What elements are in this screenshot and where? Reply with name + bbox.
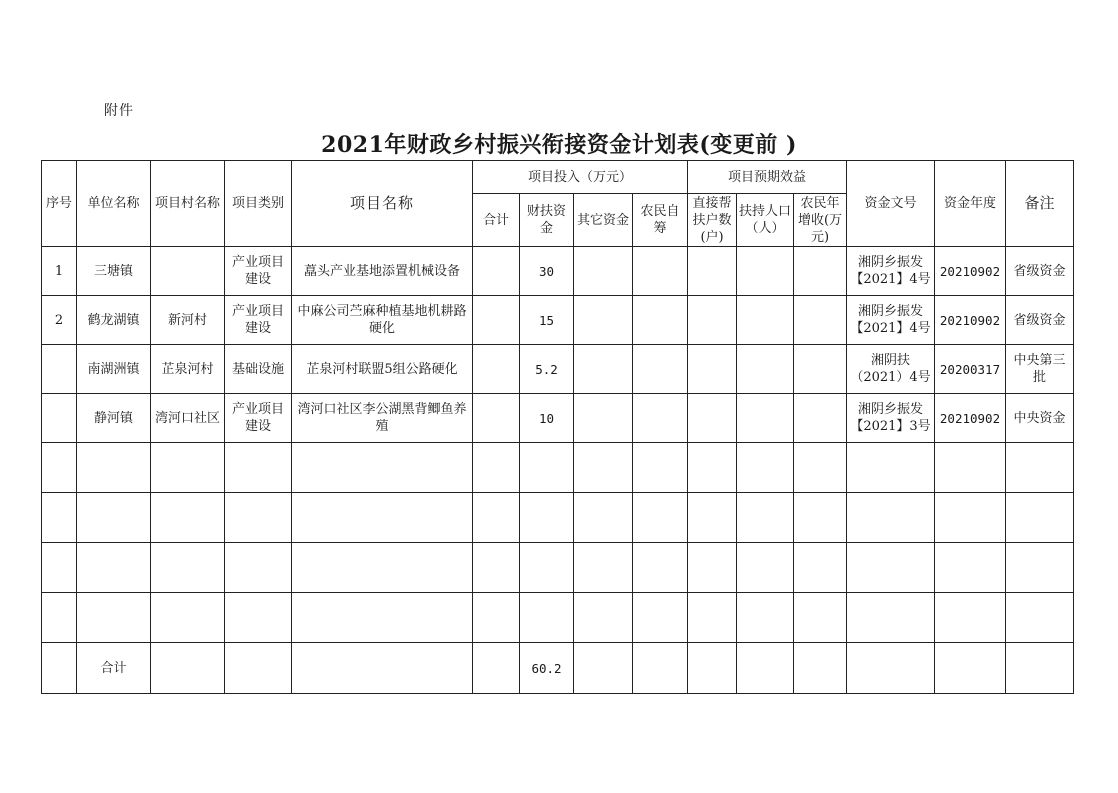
total-row: [42, 643, 1074, 694]
cell-unit: 鹤龙湖镇: [77, 296, 151, 345]
cell-total: [473, 345, 520, 394]
table-row: [42, 247, 1074, 296]
empty-row: [42, 443, 1074, 493]
header-investment-group: 项目投入（万元）: [473, 161, 688, 194]
cell-category: 基础设施: [225, 345, 292, 394]
attachment-label: 附件: [104, 103, 134, 119]
cell-seq: 1: [42, 247, 77, 296]
cell-people: [737, 394, 794, 443]
cell-other: [574, 296, 633, 345]
cell-total: [473, 394, 520, 443]
cell-fiscal: 10: [520, 394, 574, 443]
cell-category: 产业项目建设: [225, 247, 292, 296]
cell-direct: [688, 247, 737, 296]
cell-fiscal: 5.2: [520, 345, 574, 394]
total-fiscal: 60.2: [520, 643, 574, 694]
cell-income: [794, 345, 847, 394]
funding-plan-table: [41, 160, 1074, 694]
cell-farmer: [633, 247, 688, 296]
cell-direct: [688, 394, 737, 443]
header-doc-no: 资金文号: [847, 161, 935, 247]
cell-seq: [42, 345, 77, 394]
cell-people: [737, 296, 794, 345]
cell-doc: 湘阴乡振发【2021】4号: [847, 296, 935, 345]
cell-total: [473, 296, 520, 345]
header-income-increase: 农民年增收(万元): [794, 194, 847, 247]
total-seq: [42, 643, 77, 694]
cell-income: [794, 296, 847, 345]
header-village: 项目村名称: [151, 161, 225, 247]
cell-seq: [42, 394, 77, 443]
cell-farmer: [633, 394, 688, 443]
table-row: [42, 394, 1074, 443]
cell-other: [574, 345, 633, 394]
cell-doc: 湘阴扶（2021）4号: [847, 345, 935, 394]
header-fiscal: 财扶资金: [520, 194, 574, 247]
cell-remark: 省级资金: [1006, 296, 1074, 345]
header-farmer: 农民自筹: [633, 194, 688, 247]
cell-farmer: [633, 345, 688, 394]
header-row-top: [42, 161, 1074, 194]
cell-project: 中麻公司苎麻种植基地机耕路硬化: [292, 296, 473, 345]
cell-doc: 湘阴乡振发【2021】4号: [847, 247, 935, 296]
cell-category: 产业项目建设: [225, 394, 292, 443]
cell-direct: [688, 296, 737, 345]
cell-unit: 静河镇: [77, 394, 151, 443]
cell-other: [574, 394, 633, 443]
header-seq: 序号: [42, 161, 77, 247]
cell-unit: 南湖洲镇: [77, 345, 151, 394]
cell-fiscal: 15: [520, 296, 574, 345]
cell-village: [151, 247, 225, 296]
header-other: 其它资金: [574, 194, 633, 247]
empty-row: [42, 493, 1074, 543]
cell-village: 新河村: [151, 296, 225, 345]
document-title: 2021年财政乡村振兴衔接资金计划表(变更前 ): [321, 132, 797, 158]
table-row: [42, 296, 1074, 345]
cell-fiscal: 30: [520, 247, 574, 296]
cell-doc: 湘阴乡振发【2021】3号: [847, 394, 935, 443]
header-total: 合计: [473, 194, 520, 247]
cell-year: 20210902: [935, 296, 1006, 345]
cell-project: 藠头产业基地添置机械设备: [292, 247, 473, 296]
cell-direct: [688, 345, 737, 394]
cell-village: 湾河口社区: [151, 394, 225, 443]
cell-project: 湾河口社区李公湖黑背鲫鱼养殖: [292, 394, 473, 443]
header-remark: 备注: [1006, 161, 1074, 247]
cell-remark: 中央第三批: [1006, 345, 1074, 394]
header-unit: 单位名称: [77, 161, 151, 247]
cell-remark: 中央资金: [1006, 394, 1074, 443]
cell-village: 芷泉河村: [151, 345, 225, 394]
table-row: [42, 345, 1074, 394]
header-direct-households: 直接帮扶户数(户): [688, 194, 737, 247]
header-effect-group: 项目预期效益: [688, 161, 847, 194]
cell-year: 20210902: [935, 247, 1006, 296]
header-supported-people: 扶持人口（人）: [737, 194, 794, 247]
total-label: 合计: [77, 643, 151, 694]
cell-year: 20210902: [935, 394, 1006, 443]
cell-seq: 2: [42, 296, 77, 345]
cell-project: 芷泉河村联盟5组公路硬化: [292, 345, 473, 394]
cell-people: [737, 345, 794, 394]
cell-income: [794, 247, 847, 296]
cell-unit: 三塘镇: [77, 247, 151, 296]
header-project: 项目名称: [292, 161, 473, 247]
header-category: 项目类别: [225, 161, 292, 247]
cell-income: [794, 394, 847, 443]
cell-people: [737, 247, 794, 296]
empty-row: [42, 593, 1074, 643]
cell-total: [473, 247, 520, 296]
cell-farmer: [633, 296, 688, 345]
cell-other: [574, 247, 633, 296]
cell-remark: 省级资金: [1006, 247, 1074, 296]
cell-year: 20200317: [935, 345, 1006, 394]
cell-category: 产业项目建设: [225, 296, 292, 345]
header-fund-year: 资金年度: [935, 161, 1006, 247]
empty-row: [42, 543, 1074, 593]
